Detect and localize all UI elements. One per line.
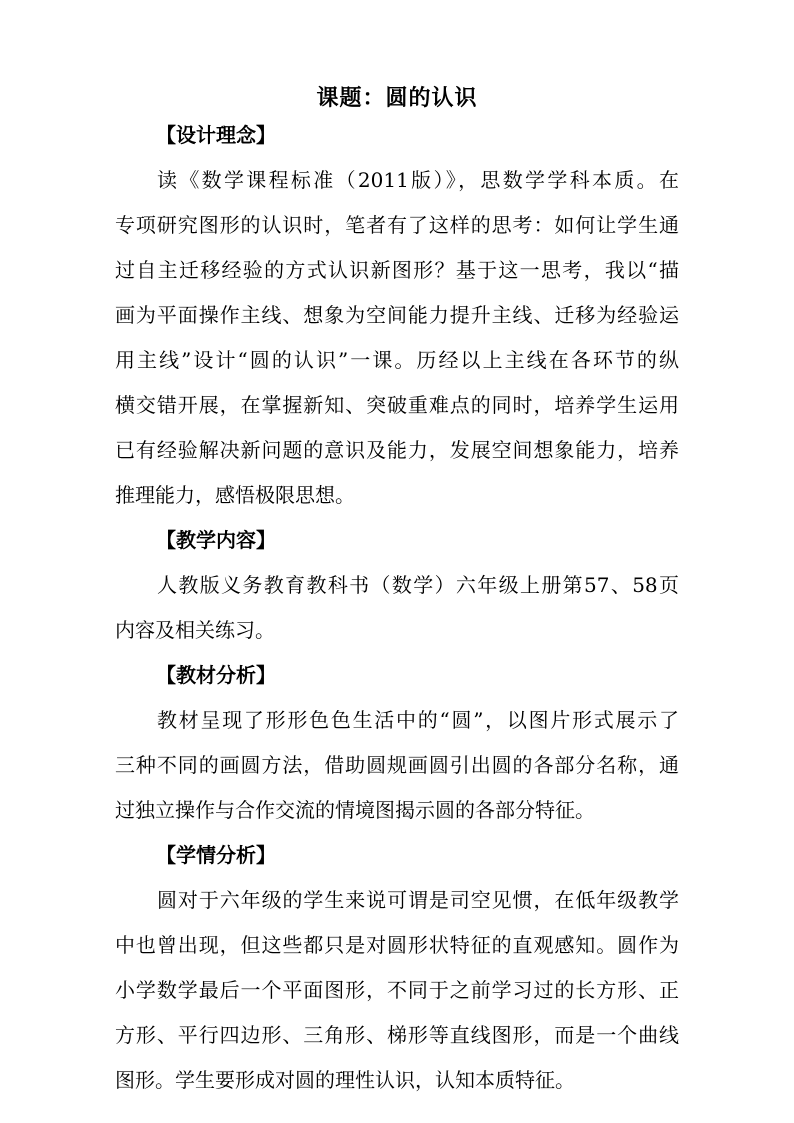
paragraph-line: 已有经验解决新问题的意识及能力，发展空间想象能力，培养 xyxy=(115,438,679,462)
paragraph-line: 方形、平行四边形、三角形、梯形等直线图形，而是一个曲线 xyxy=(115,1023,679,1047)
paragraph-line: 专项研究图形的认识时，笔者有了这样的思考：如何让学生通 xyxy=(115,213,679,237)
section-heading-design-concept: 【设计理念】 xyxy=(156,123,276,147)
paragraph-line: 圆对于六年级的学生来说可谓是司空见惯，在低年级教学 xyxy=(157,888,679,912)
paragraph-line: 人教版义务教育教科书（数学）六年级上册第57、58页 xyxy=(157,573,679,597)
paragraph-line: 过独立操作与合作交流的情境图揭示圆的各部分特征。 xyxy=(115,798,595,822)
section-heading-teaching-content: 【教学内容】 xyxy=(156,528,276,552)
paragraph-line: 图形。学生要形成对圆的理性认识，认知本质特征。 xyxy=(115,1068,575,1092)
paragraph-line: 用主线”设计“圆的认识”一课。历经以上主线在各环节的纵 xyxy=(115,348,679,372)
paragraph-line: 三种不同的画圆方法，借助圆规画圆引出圆的各部分名称，通 xyxy=(115,753,679,777)
paragraph-line: 内容及相关练习。 xyxy=(115,618,275,642)
section-heading-textbook-analysis: 【教材分析】 xyxy=(156,663,276,687)
paragraph-line: 横交错开展，在掌握新知、突破重难点的同时，培养学生运用 xyxy=(115,393,679,417)
paragraph-line: 中也曾出现，但这些都只是对圆形状特征的直观感知。圆作为 xyxy=(115,933,679,957)
paragraph-line: 推理能力，感悟极限思想。 xyxy=(115,483,355,507)
paragraph-line: 读《数学课程标准（2011版）》，思数学学科本质。在 xyxy=(157,168,679,192)
paragraph-line: 画为平面操作主线、想象为空间能力提升主线、迁移为经验运 xyxy=(115,303,679,327)
paragraph-line: 教材呈现了形形色色生活中的“圆”，以图片形式展示了 xyxy=(157,708,679,732)
paragraph-line: 小学数学最后一个平面图形，不同于之前学习过的长方形、正 xyxy=(115,978,679,1002)
page-title: 课题：圆的认识 xyxy=(316,85,478,111)
paragraph-line: 过自主迁移经验的方式认识新图形？基于这一思考，我以“描 xyxy=(115,258,679,282)
section-heading-learner-analysis: 【学情分析】 xyxy=(156,843,276,867)
